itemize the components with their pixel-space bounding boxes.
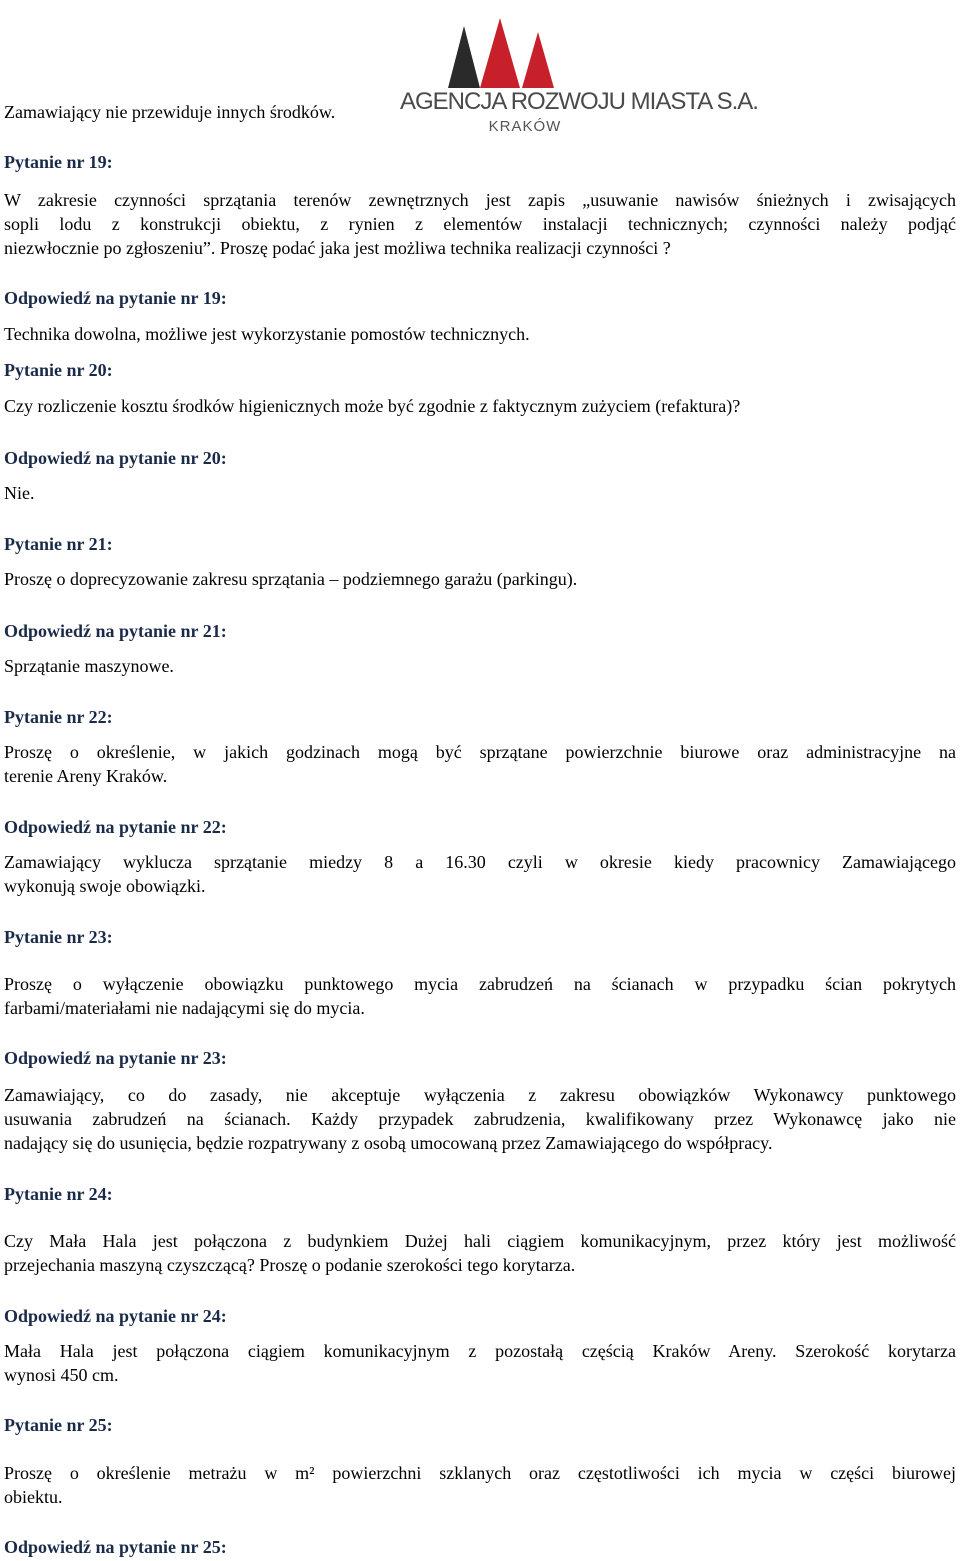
question-25-text-line: Proszę o określenie metrażu w m² powierzchni szklanych oraz częstotliwości ich mycia w części biurowej — [4, 1463, 956, 1483]
question-25-heading: Pytanie nr 25: — [4, 1415, 113, 1435]
question-23-text-line: Proszę o wyłączenie obowiązku punktowego mycia zabrudzeń na ścianach w przypadku ścian pokrytych — [4, 974, 956, 994]
answer-19-text: Technika dowolna, możliwe jest wykorzystanie pomostów technicznych. — [4, 324, 530, 344]
answer-20-text: Nie. — [4, 483, 35, 503]
logo-mark-icon — [448, 18, 598, 88]
answer-23-text-line: usuwania zabrudzeń na ścianach. Każdy przypadek zabrudzenia, kwalifikowany przez Wykonawcę jako nie — [4, 1109, 956, 1129]
answer-23-text-line: nadający się do usunięcia, będzie rozpatrywany z osobą umocowaną przez Zamawiającego do współpracy. — [4, 1133, 773, 1153]
answer-21-text: Sprzątanie maszynowe. — [4, 656, 174, 676]
answer-24-heading: Odpowiedź na pytanie nr 24: — [4, 1306, 227, 1326]
question-22-heading: Pytanie nr 22: — [4, 707, 113, 727]
question-19-text-line: niezwłocznie po zgłoszeniu”. Proszę podać jaka jest możliwa technika realizacji czynności ? — [4, 238, 671, 258]
question-22-text-line: Proszę o określenie, w jakich godzinach mogą być sprzątane powierzchnie biurowe oraz administracyjne na — [4, 742, 956, 762]
answer-25-heading: Odpowiedź na pytanie nr 25: — [4, 1537, 227, 1557]
answer-23-text-line: Zamawiający, co do zasady, nie akceptuje wyłączenia z zakresu obowiązków Wykonawcy punktowego — [4, 1085, 956, 1105]
answer-22-text-line: Zamawiający wyklucza sprzątanie miedzy 8 a 16.30 czyli w okresie kiedy pracownicy Zamawiającego — [4, 852, 956, 872]
answer-19-heading: Odpowiedź na pytanie nr 19: — [4, 288, 227, 308]
question-24-text-line: przejechania maszyną czyszczącą? Proszę o podanie szerokości tego korytarza. — [4, 1255, 576, 1275]
question-19-heading: Pytanie nr 19: — [4, 152, 113, 172]
question-20-heading: Pytanie nr 20: — [4, 360, 113, 380]
question-19-text-line: W zakresie czynności sprzątania terenów zewnętrznych jest zapis „usuwanie nawisów śnieżnych i zwisających — [4, 190, 956, 210]
logo-city: KRAKÓW — [488, 118, 562, 135]
logo-company-name: AGENCJA ROZWOJU MIASTA S.A. — [400, 88, 758, 115]
question-22-text-line: terenie Areny Kraków. — [4, 766, 168, 786]
question-23-heading: Pytanie nr 23: — [4, 927, 113, 947]
question-20-text: Czy rozliczenie kosztu środków higienicznych może być zgodnie z faktycznym zużyciem (refaktura)? — [4, 396, 741, 416]
answer-24-text-line: wynosi 450 cm. — [4, 1365, 119, 1385]
answer-20-heading: Odpowiedź na pytanie nr 20: — [4, 448, 227, 468]
answer-22-text-line: wykonują swoje obowiązki. — [4, 876, 206, 896]
question-23-text-line: farbami/materiałami nie nadającymi się do mycia. — [4, 998, 365, 1018]
question-24-text-line: Czy Mała Hala jest połączona z budynkiem Dużej hali ciągiem komunikacyjnym, przez który jest możliwość — [4, 1231, 956, 1251]
question-25-text-line: obiektu. — [4, 1487, 63, 1507]
intro-text: Zamawiający nie przewiduje innych środków. — [4, 102, 336, 122]
question-19-text-line: sopli lodu z konstrukcji obiektu, z rynien z elementów instalacji technicznych; czynności należy podjąć — [4, 214, 956, 234]
question-21-text: Proszę o doprecyzowanie zakresu sprzątania – podziemnego garażu (parkingu). — [4, 569, 578, 589]
answer-21-heading: Odpowiedź na pytanie nr 21: — [4, 621, 227, 641]
answer-24-text-line: Mała Hala jest połączona ciągiem komunikacyjnym z pozostałą częścią Kraków Areny. Szerokość korytarza — [4, 1341, 956, 1361]
answer-22-heading: Odpowiedź na pytanie nr 22: — [4, 817, 227, 837]
question-21-heading: Pytanie nr 21: — [4, 534, 113, 554]
answer-23-heading: Odpowiedź na pytanie nr 23: — [4, 1048, 227, 1068]
question-24-heading: Pytanie nr 24: — [4, 1184, 113, 1204]
